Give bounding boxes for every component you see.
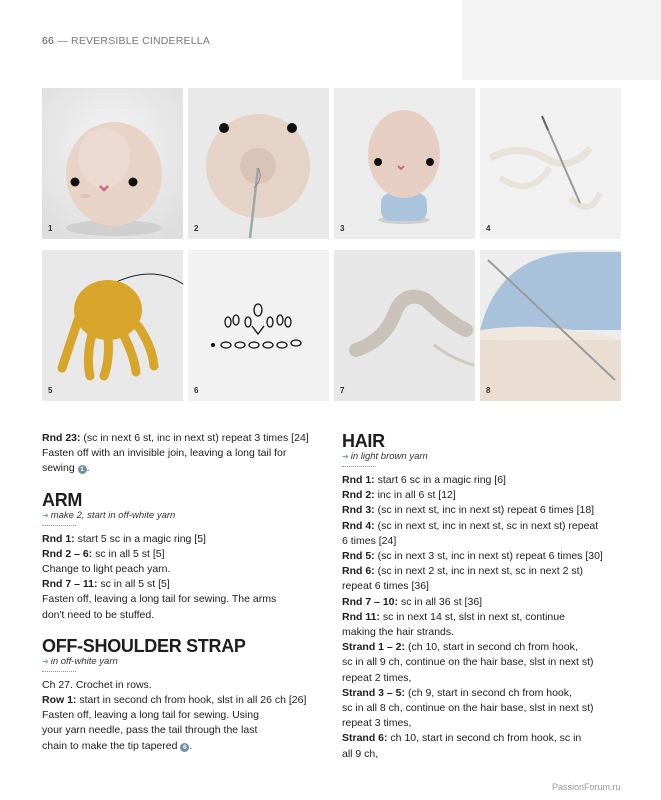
- header-separator: —: [54, 35, 72, 47]
- strap-line-2: Fasten off, leaving a long tail for sewing. Using: [42, 709, 259, 722]
- strand-1-2-cont-2: repeat 2 times,: [342, 671, 412, 684]
- strap-line-3: your yarn needle, pass the tail through the last: [42, 724, 258, 737]
- strand-1-2-cont: sc in all 9 ch, continue on the hair base, slst in next st): [342, 656, 594, 669]
- photo-label: 8: [486, 386, 491, 395]
- dotted-divider: [42, 671, 76, 672]
- fasten-line: Fasten off with an invisible join, leaving a long tail for: [42, 447, 287, 460]
- hair-heading: HAIR: [342, 431, 385, 451]
- rnd-23: Rnd 23: (sc in next 6 st, inc in next st) repeat 3 times [24]: [42, 432, 309, 444]
- running-header: [42, 35, 210, 47]
- step-ref-badge: 1: [78, 465, 87, 474]
- hair-subtitle: ➜ in light brown yarn: [342, 451, 428, 462]
- photo-6: [188, 250, 329, 401]
- strap-ch: Ch 27. Crochet in rows.: [42, 678, 152, 691]
- watermark: PassionForum.ru: [552, 782, 621, 792]
- strand-3-5-cont-2: repeat 3 times,: [342, 717, 412, 730]
- strand-3-5-cont: sc in all 8 ch, continue on the hair base, slst in next st): [342, 702, 594, 715]
- photo-label: 2: [194, 224, 199, 233]
- photo-5: [42, 250, 183, 401]
- hair-rnd-4: Rnd 4: (sc in next st, inc in next st, sc in next st) repeat: [342, 519, 599, 532]
- hair-rnd-11-cont: making the hair strands.: [342, 626, 455, 639]
- photo-label: 1: [48, 224, 53, 233]
- arrow-icon: ➜: [42, 656, 49, 666]
- strand-6: Strand 6: ch 10, start in second ch from hook, sc in: [342, 732, 582, 745]
- arm-rnd-2-6: Rnd 2 – 6: sc in all 5 st [5]: [42, 547, 165, 560]
- hair-rnd-6-cont: repeat 6 times [36]: [342, 580, 429, 593]
- arm-fasten-2: don't need to be stuffed.: [42, 608, 155, 621]
- strap-row-1: Row 1: start in second ch from hook, slst in all 26 ch [26]: [42, 694, 307, 707]
- arm-change: Change to light peach yarn.: [42, 563, 171, 576]
- right-column: [342, 431, 632, 762]
- strap-line-4: chain to make the tip tapered 6 .: [42, 739, 193, 752]
- hair-rnd-5: Rnd 5: (sc in next 3 st, inc in next st) repeat 6 times [30]: [342, 550, 603, 563]
- photo-label: 5: [48, 386, 53, 395]
- strand-1-2: Strand 1 – 2: (ch 10, start in second ch from hook,: [342, 641, 578, 654]
- strap-heading: OFF-SHOULDER STRAP: [42, 635, 246, 656]
- hair-rnd-3: Rnd 3: (sc in next st, inc in next st) repeat 6 times [18]: [342, 504, 595, 517]
- photo-8: [480, 250, 621, 401]
- hair-rnd-11: Rnd 11: sc in next 14 st, slst in next st, continue: [342, 610, 565, 623]
- dotted-divider: [42, 525, 76, 526]
- strap-subtitle: ➜ in off-white yarn: [42, 655, 118, 667]
- photo-7: [334, 250, 475, 401]
- arm-fasten: Fasten off, leaving a long tail for sewing. The arms: [42, 593, 277, 606]
- arrow-icon: ➜: [342, 452, 349, 461]
- page-number: 66: [42, 35, 55, 47]
- photo-2: [188, 88, 329, 239]
- photo-4: [480, 88, 621, 239]
- photo-label: 6: [194, 386, 199, 395]
- hair-rnd-7-10: Rnd 7 – 10: sc in all 36 st [36]: [342, 595, 483, 608]
- left-column: [42, 431, 332, 754]
- arm-subtitle: ➜ make 2, start in off-white yarn: [42, 509, 176, 521]
- arrow-icon: ➜: [42, 510, 49, 520]
- photo-label: 4: [486, 224, 491, 233]
- hair-rnd-6: Rnd 6: (sc in next 2 st, inc in next st, sc in next 2 st): [342, 565, 584, 578]
- strand-6-cont: all 9 ch,: [342, 747, 379, 760]
- dotted-divider: [342, 466, 376, 467]
- hair-rnd-4-cont: 6 times [24]: [342, 534, 397, 547]
- hair-rnd-1: Rnd 1: start 6 sc in a magic ring [6]: [342, 474, 506, 486]
- arm-rnd-7-11: Rnd 7 – 11: sc in all 5 st [5]: [42, 578, 170, 591]
- photo-3: [334, 88, 475, 239]
- arm-rnd-1: Rnd 1: start 5 sc in a magic ring [5]: [42, 532, 206, 545]
- header-band: [462, 0, 661, 80]
- hair-rnd-2: Rnd 2: inc in all 6 st [12]: [342, 489, 456, 502]
- arm-heading: ARM: [42, 489, 83, 510]
- chapter-title: REVERSIBLE CINDERELLA: [71, 35, 211, 47]
- strand-3-5: Strand 3 – 5: (ch 9, start in second ch from hook,: [342, 686, 572, 699]
- photo-label: 3: [340, 224, 345, 233]
- photo-1: [42, 88, 183, 239]
- fasten-line-2: sewing 1 .: [42, 462, 90, 475]
- photo-label: 7: [340, 386, 345, 395]
- step-ref-badge: 6: [180, 743, 189, 752]
